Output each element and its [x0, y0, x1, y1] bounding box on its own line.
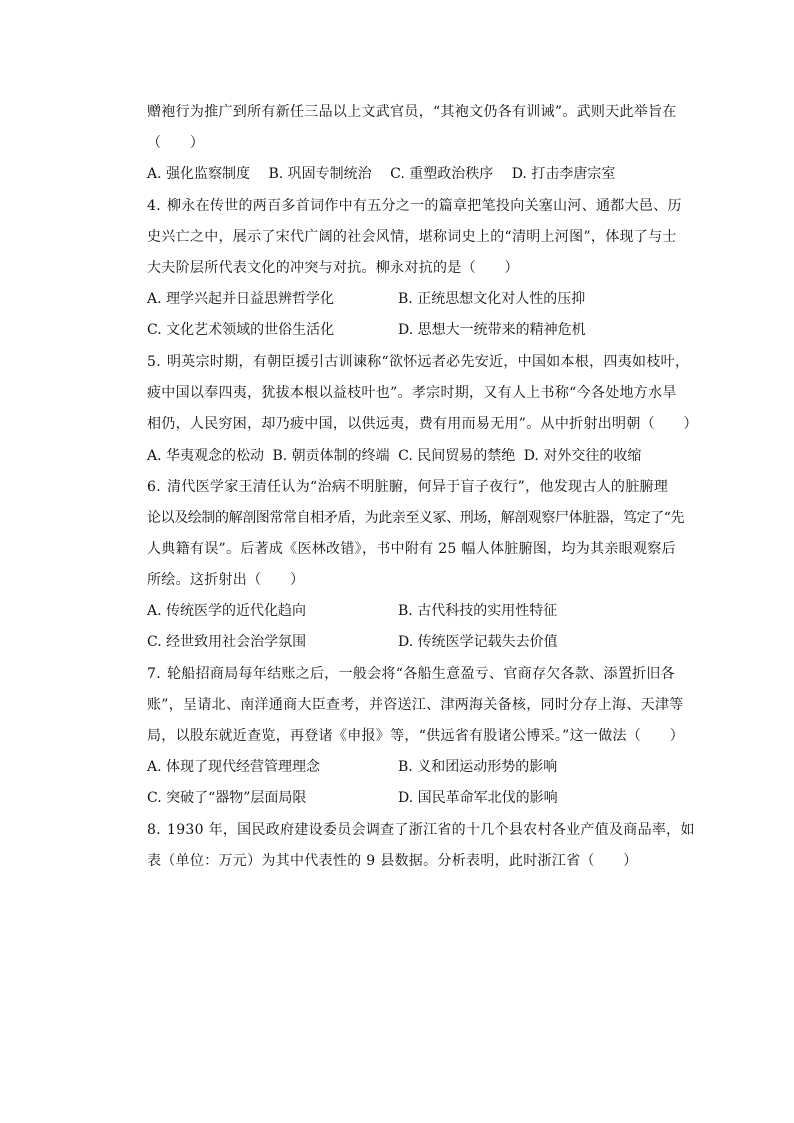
q7-stem-line-1 — [147, 664, 677, 684]
q7-option-d: D. 国民革命军北伐的影响 — [398, 790, 558, 806]
q6-number: 6. — [147, 479, 161, 495]
q6-stem-line-4: 所绘。这折射出（ ） — [147, 572, 305, 588]
q8-stem-line-2: 表（单位：万元）为其中代表性的 9 县数据。分析表明，此时浙江省（ ） — [147, 853, 638, 869]
q4-option-a: A. 理学兴起并日益思辨哲学化 — [147, 291, 335, 307]
q3-option-b: B. 巩固专制统治 — [268, 166, 372, 182]
q3-options — [147, 164, 677, 184]
q5-option-a: A. 华夷观念的松动 — [147, 448, 265, 464]
q7-stem-line-2: 账”，呈请北、南洋通商大臣查考，并咨送江、津两海关备核，同时分存上海、天津等 — [147, 697, 684, 713]
q4-option-c: C. 文化艺术领域的世俗生活化 — [147, 322, 335, 338]
q6-option-d: D. 传统医学记载失去价值 — [398, 634, 558, 650]
q6-stem-text-1: 清代医学家王清任认为“治病不明脏腑，何异于盲子夜行”，他发现古人的脏腑理 — [167, 479, 669, 495]
q5-options — [147, 446, 677, 466]
q6-option-c: C. 经世致用社会治学氛围 — [147, 634, 307, 650]
q5-stem-line-1 — [147, 352, 690, 372]
q5-option-d: D. 对外交往的收缩 — [523, 448, 642, 464]
q3-stem-line-1: 赠袍行为推广到所有新任三品以上文武官员，“其袍文仍各有训诫”。武则天此举旨在 — [147, 104, 677, 120]
q6-option-b: B. 古代科技的实用性特征 — [398, 603, 558, 619]
q7-stem-line-3: 局，以股东就近查览，再登诸《申报》等，“供远省有股诸公博采。”这一做法（ ） — [147, 728, 685, 744]
q4-stem-line-1 — [147, 196, 682, 216]
q7-option-a: A. 体现了现代经营管理理念 — [147, 759, 321, 775]
q7-number: 7. — [147, 666, 161, 682]
q5-stem-text-1: 明英宗时期，有朝臣援引古训谏称“欲怀远者必先安近，中国如本根，四夷如枝叶， — [167, 354, 690, 370]
q5-option-b: B. 朝贡体制的终端 — [272, 448, 390, 464]
q4-stem-line-3: 大夫阶层所代表文化的冲突与对抗。柳永对抗的是（ ） — [147, 260, 519, 276]
q4-number: 4. — [147, 198, 161, 214]
q7-option-b: B. 义和团运动形势的影响 — [398, 759, 558, 775]
q7-stem-text-1: 轮船招商局每年结账之后，一般会将“各船生意盈亏、官商存欠各款、添置折旧各 — [167, 666, 675, 682]
q3-option-a: A. 强化监察制度 — [147, 166, 251, 182]
q6-stem-line-2: 论以及绘制的解剖图常常自相矛盾，为此亲至义冢、刑场，解剖观察尸体脏器，笃定了“先 — [147, 510, 685, 526]
q7-option-c: C. 突破了“器物”层面局限 — [147, 790, 307, 806]
q6-option-a: A. 传统医学的近代化趋向 — [147, 603, 307, 619]
q8-stem-text-1: 1930 年，国民政府建设委员会调查了浙江省的十几个县农村各业产值及商品率，如 — [167, 822, 695, 838]
q4-stem-text-1: 柳永在传世的两百多首词作中有五分之一的篇章把笔投向关塞山河、通都大邑、历 — [167, 198, 682, 214]
q4-stem-line-2: 史兴亡之中，展示了宋代广阔的社会风情，堪称词史上的“清明上河图”，体现了与士 — [147, 229, 677, 245]
q5-number: 5. — [147, 354, 161, 370]
q5-stem-line-2: 疲中国以奉四夷，犹拔本根以益枝叶也”。孝宗时期，又有人上书称“今各处地方水旱 — [147, 385, 677, 401]
q6-stem-line-1 — [147, 477, 677, 497]
q5-stem-line-3: 相仍，人民穷困，却乃疲中国，以供远夷，费有用而易无用”。从中折射出明朝（ ） — [147, 416, 698, 432]
q5-option-c: C. 民间贸易的禁绝 — [398, 448, 516, 464]
q4-option-b: B. 正统思想文化对人性的压抑 — [398, 291, 586, 307]
q4-option-d: D. 思想大一统带来的精神危机 — [398, 322, 586, 338]
q8-stem-line-1 — [147, 820, 695, 840]
q3-option-c: C. 重塑政治秩序 — [390, 166, 494, 182]
q3-stem-line-2: （ ） — [147, 135, 205, 151]
q3-option-d: D. 打击李唐宗室 — [511, 166, 616, 182]
q6-stem-line-3: 人典籍有误”。后著成《医林改错》，书中附有 25 幅人体脏腑图，均为其亲眼观察后 — [147, 541, 676, 557]
q8-number: 8. — [147, 822, 161, 838]
